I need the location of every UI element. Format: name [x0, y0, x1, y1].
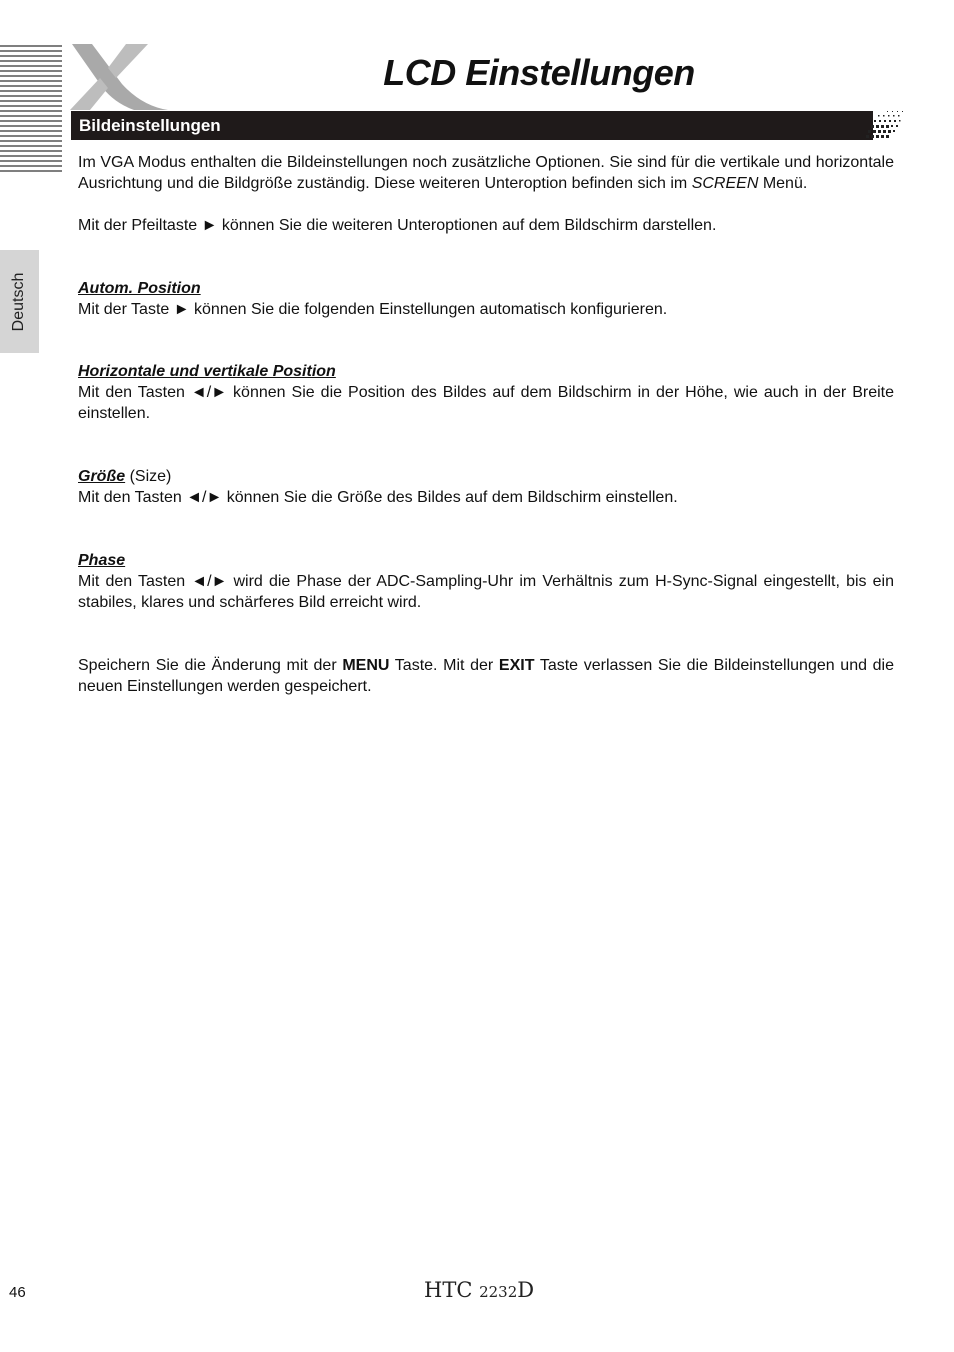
model-number: 2232 — [479, 1283, 518, 1301]
model-name — [424, 1278, 534, 1302]
size-text: Mit den Tasten ◄/► können Sie die Größe des Bildes auf dem Bildschirm einstellen. — [78, 489, 678, 506]
model-suffix: D — [517, 1278, 535, 1302]
section-header-bar — [71, 111, 873, 140]
intro-paragraph — [78, 152, 894, 194]
size-heading-suffix: (Size) — [125, 468, 172, 485]
save-text: Speichern Sie die Änderung mit der — [78, 657, 343, 674]
screen-menu-term: SCREEN — [691, 175, 759, 192]
auto-position-text: Mit der Taste ► können Sie die folgenden Einstellungen automatisch konfigurieren. — [78, 301, 668, 318]
section-title: Bildeinstellungen — [79, 116, 221, 135]
subsection-heading — [78, 278, 894, 299]
intro-text: Im VGA Modus enthalten die Bildeinstellungen noch zusätzliche Optionen. Sie sind für die vertikale und horizontale Ausrichtung und die Bildgröße zuständig. Diese weiteren Unteroption befinden sich im — [78, 154, 894, 192]
exit-key-term: EXIT — [498, 657, 535, 674]
auto-position-heading: Autom. Position — [78, 280, 201, 297]
page-body — [78, 152, 894, 697]
subsection-heading — [78, 466, 894, 487]
phase-heading: Phase — [78, 552, 126, 569]
subsection-heading — [78, 550, 894, 571]
menu-key-term: MENU — [342, 657, 390, 674]
save-text-mid: Taste. Mit der — [389, 657, 499, 674]
position-text: Mit den Tasten ◄/► können Sie die Position des Bildes auf dem Bildschirm in der Höhe, wie auch in der Breite einstellen. — [78, 384, 894, 422]
language-tab — [0, 250, 39, 353]
save-paragraph — [78, 655, 894, 697]
page-number: 46 — [9, 1284, 26, 1301]
dot-pattern-icon — [862, 110, 904, 142]
arrow-key-paragraph: Mit der Pfeiltaste ► können Sie die weiteren Unteroptionen auf dem Bildschirm darstellen. — [78, 217, 717, 234]
x-brand-logo-icon — [64, 40, 174, 112]
subsection-heading — [78, 361, 894, 382]
model-prefix: HTC — [424, 1278, 480, 1302]
intro-text-end: Menü. — [758, 175, 808, 192]
save-text-end: Taste verlassen Sie die Bildeinstellungen und die neuen Einstellungen werden gespeichert. — [78, 657, 894, 695]
header-stripes — [0, 44, 62, 174]
phase-text: Mit den Tasten ◄/► wird die Phase der ADC-Sampling-Uhr im Verhältnis zum H-Sync-Signal eingestellt, bis ein stabiles, klares und schärferes Bild erreicht wird. — [78, 573, 894, 611]
language-tab-label: Deutsch — [10, 272, 27, 332]
size-heading: Größe — [78, 468, 126, 485]
page-title: LCD Einstellungen — [383, 52, 695, 93]
position-heading: Horizontale und vertikale Position — [78, 363, 336, 380]
